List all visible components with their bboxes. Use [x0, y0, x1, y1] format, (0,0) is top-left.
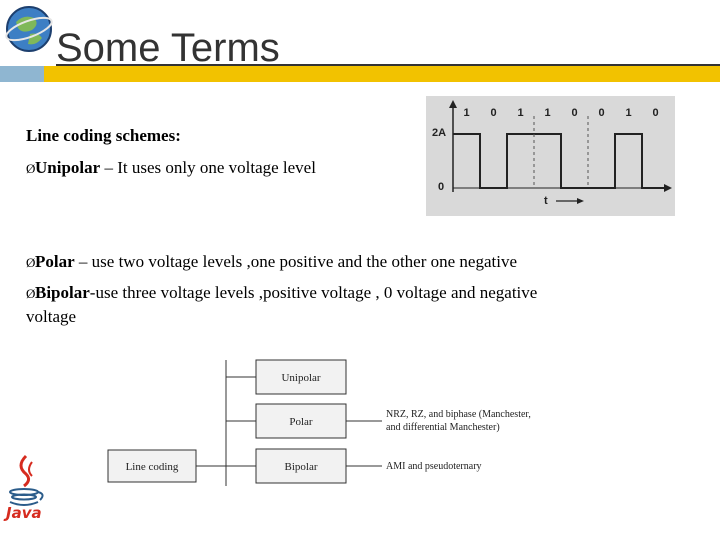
bit-label: 1: [625, 107, 632, 119]
bit-label: 1: [517, 107, 524, 119]
child-label-unipolar: Unipolar: [281, 372, 321, 384]
bullet-text: -use three voltage levels ,positive voltage , 0 voltage and negative: [89, 283, 538, 302]
polar-note-line-2: and differential Manchester): [386, 422, 500, 433]
signal-trace: [453, 134, 669, 188]
bullet-polar: [26, 252, 517, 273]
bit-label: 0: [652, 107, 659, 119]
child-label-polar: Polar: [289, 416, 313, 428]
globe-logo-icon: [4, 4, 54, 54]
unipolar-waveform-figure: [426, 96, 675, 216]
bit-label: 1: [544, 107, 551, 119]
bit-label: 1: [463, 107, 470, 119]
level-label-high: 2A: [432, 127, 447, 139]
section-heading: Line coding schemes:: [26, 126, 181, 145]
bit-label: 0: [490, 107, 497, 119]
term-polar: Polar: [35, 252, 75, 271]
time-arrow-icon: [577, 198, 584, 204]
bullet-arrow-icon: Ø: [26, 255, 36, 270]
line-coding-tree: [100, 350, 570, 490]
java-logo-text: Java: [6, 504, 42, 522]
bipolar-note: AMI and pseudoternary: [386, 461, 482, 472]
slide-title: Some Terms: [56, 26, 280, 70]
bullet-text: – use two voltage levels ,one positive and the other one negative: [74, 252, 518, 271]
bullet-arrow-icon: Ø: [26, 286, 36, 301]
root-label: Line coding: [125, 461, 179, 473]
polar-note-line-1: NRZ, RZ, and biphase (Manchester,: [386, 409, 531, 420]
term-bipolar: Bipolar: [35, 283, 90, 302]
bullet-bipolar: [26, 283, 537, 304]
bullet-arrow-icon: Ø: [26, 161, 36, 176]
y-axis-arrow-icon: [449, 100, 457, 108]
time-label: t: [544, 195, 548, 207]
bullet-text: – It uses only one voltage level: [100, 158, 316, 177]
term-unipolar: Unipolar: [35, 158, 101, 177]
title-bar-accent: [0, 66, 44, 82]
bit-label: 0: [598, 107, 605, 119]
bit-label: 0: [571, 107, 578, 119]
bullet-unipolar: [26, 158, 316, 179]
level-label-zero: 0: [438, 181, 445, 193]
child-label-bipolar: Bipolar: [284, 461, 318, 473]
bullet-continuation: voltage: [26, 307, 77, 326]
